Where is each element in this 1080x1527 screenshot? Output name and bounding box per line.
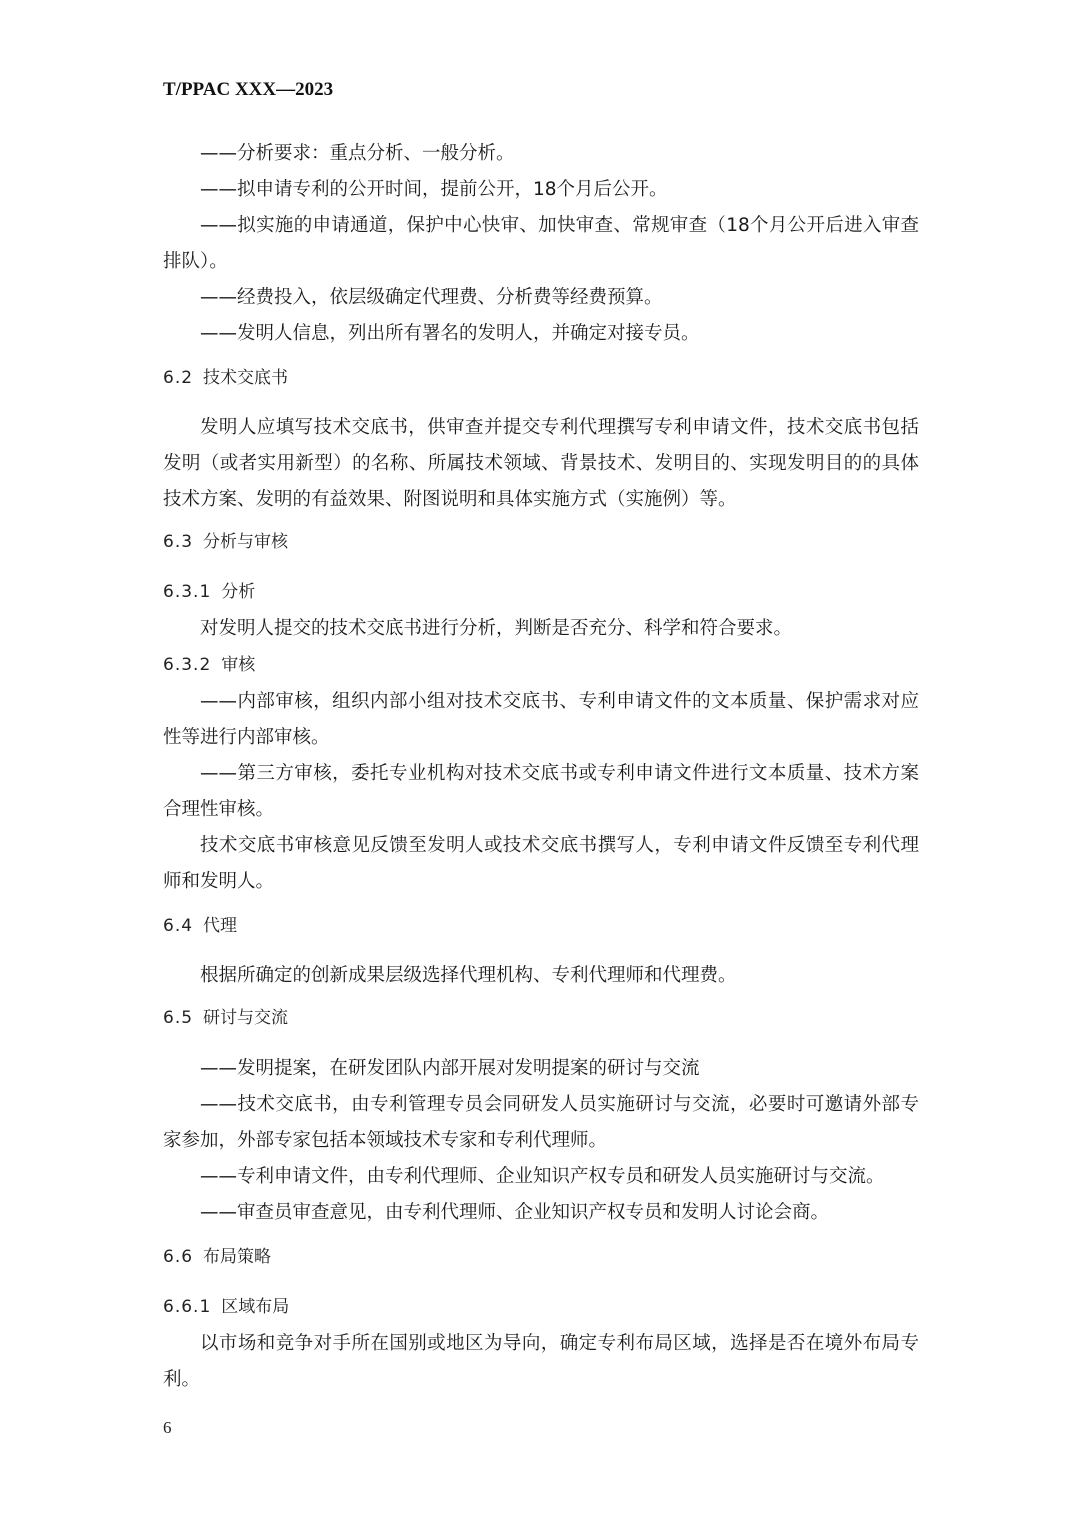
section-title: 区域布局 bbox=[221, 1297, 290, 1317]
paragraph: 技术交底书审核意见反馈至发明人或技术交底书撰写人，专利申请文件反馈至专利代理师和发明人。 bbox=[163, 835, 919, 892]
page-number: 6 bbox=[163, 1418, 172, 1437]
paragraph: ——分析要求：重点分析、一般分析。 bbox=[200, 143, 515, 164]
section-number: 6.5 bbox=[163, 1008, 194, 1028]
section-6-5-heading bbox=[163, 1006, 919, 1030]
paragraph: ——发明人信息，列出所有署名的发明人，并确定对接专员。 bbox=[200, 323, 700, 344]
section-title: 研讨与交流 bbox=[203, 1008, 289, 1028]
paragraph: ——拟申请专利的公开时间，提前公开，18个月后公开。 bbox=[200, 179, 668, 200]
section-6-3-2-body bbox=[163, 684, 919, 900]
section-6-6-1-body bbox=[163, 1326, 919, 1398]
paragraph: ——经费投入，依层级确定代理费、分析费等经费预算。 bbox=[200, 287, 663, 308]
section-6-5-body bbox=[163, 1051, 919, 1231]
paragraph: ——专利申请文件，由专利代理师、企业知识产权专员和研发人员实施研讨与交流。 bbox=[200, 1166, 885, 1187]
paragraph: 发明人应填写技术交底书，供审查并提交专利代理撰写专利申请文件，技术交底书包括发明（或者实用新型）的名称、所属技术领域、背景技术、发明目的、实现发明目的的具体技术方案、发明的有益效果、附图说明和具体实施方式（实施例）等。 bbox=[163, 417, 919, 510]
section-title: 布局策略 bbox=[203, 1247, 272, 1267]
section-6-2-heading bbox=[163, 366, 919, 390]
section-6-4-heading bbox=[163, 914, 919, 938]
section-number: 6.6 bbox=[163, 1247, 194, 1267]
section-6-1-list bbox=[163, 136, 919, 352]
section-number: 6.2 bbox=[163, 368, 194, 388]
section-6-4-body bbox=[163, 958, 919, 994]
section-number: 6.3.1 bbox=[163, 582, 212, 602]
paragraph: ——内部审核，组织内部小组对技术交底书、专利申请文件的文本质量、保护需求对应性等进行内部审核。 bbox=[163, 691, 919, 748]
section-6-3-1-heading bbox=[163, 580, 919, 604]
section-title: 审核 bbox=[221, 655, 256, 675]
section-number: 6.3.2 bbox=[163, 655, 212, 675]
section-title: 分析与审核 bbox=[203, 532, 289, 552]
paragraph: 以市场和竞争对手所在国别或地区为导向，确定专利布局区域，选择是否在境外布局专利。 bbox=[163, 1333, 919, 1390]
section-number: 6.3 bbox=[163, 532, 194, 552]
section-6-3-heading bbox=[163, 530, 919, 554]
paragraph: ——审查员审查意见，由专利代理师、企业知识产权专员和发明人讨论会商。 bbox=[200, 1202, 830, 1223]
paragraph: 根据所确定的创新成果层级选择代理机构、专利代理师和代理费。 bbox=[200, 965, 737, 986]
section-6-6-1-heading bbox=[163, 1295, 919, 1319]
section-6-2-body bbox=[163, 410, 919, 518]
paragraph: ——技术交底书，由专利管理专员会同研发人员实施研讨与交流，必要时可邀请外部专家参加，外部专家包括本领域技术专家和专利代理师。 bbox=[163, 1094, 919, 1151]
section-6-6-heading bbox=[163, 1245, 919, 1269]
section-title: 分析 bbox=[221, 582, 256, 602]
paragraph: 对发明人提交的技术交底书进行分析，判断是否充分、科学和符合要求。 bbox=[200, 618, 793, 639]
section-number: 6.6.1 bbox=[163, 1297, 212, 1317]
paragraph: ——发明提案，在研发团队内部开展对发明提案的研讨与交流 bbox=[200, 1058, 700, 1079]
paragraph: ——拟实施的申请通道，保护中心快审、加快审查、常规审查（18个月公开后进入审查排队）。 bbox=[163, 215, 919, 272]
section-6-3-1-body bbox=[163, 611, 919, 647]
section-number: 6.4 bbox=[163, 916, 194, 936]
section-title: 代理 bbox=[203, 916, 238, 936]
section-title: 技术交底书 bbox=[203, 368, 289, 388]
document-code-header: T/PPAC XXX—2023 bbox=[163, 79, 334, 100]
paragraph: ——第三方审核，委托专业机构对技术交底书或专利申请文件进行文本质量、技术方案合理性审核。 bbox=[163, 763, 919, 820]
section-6-3-2-heading bbox=[163, 653, 919, 677]
